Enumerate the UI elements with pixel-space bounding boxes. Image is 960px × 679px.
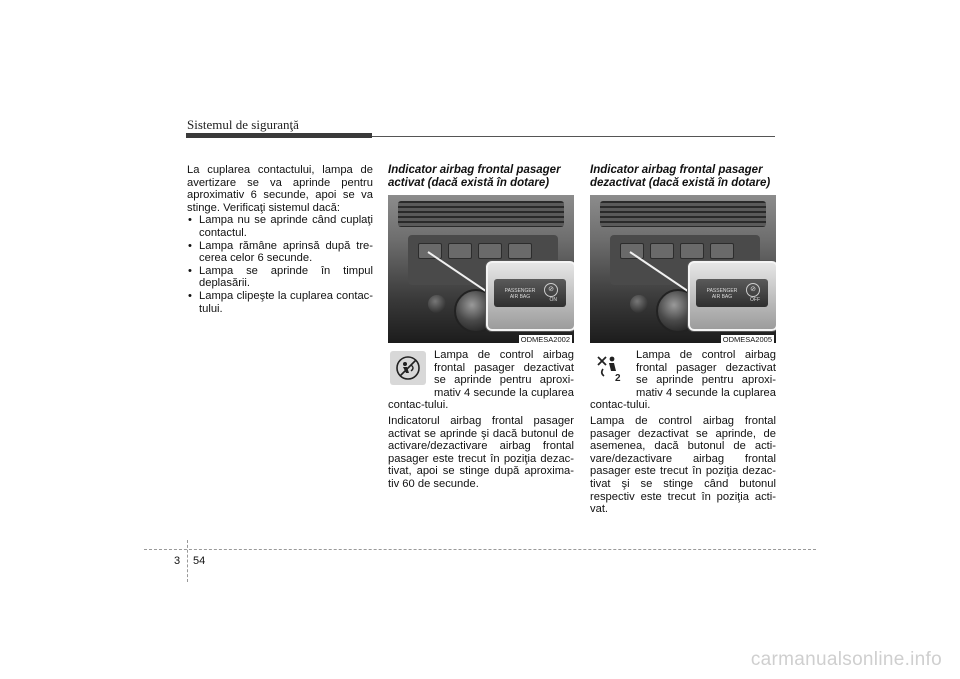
indicator-callout bbox=[486, 261, 574, 331]
footer-rule bbox=[144, 549, 816, 550]
passenger-airbag-indicator: PASSENGER AIR BAG ⊘ OFF bbox=[696, 279, 768, 307]
dashboard-photo bbox=[590, 195, 776, 343]
column-warning-checks bbox=[187, 164, 373, 315]
indicator-description: Lampa de control airbag frontal pasager dezactivat se aprinde, de asemenea, dacă butonul de acti-vare/dezactivare airbag frontal pasager este trecut în poziţia dezac-tivat şi se stinge când butonul respectiv este trecut în poziţia acti-vat. bbox=[590, 414, 776, 516]
photo-code: ODMESA2002 bbox=[520, 335, 570, 344]
section-heading: Indicator airbag frontal pasager activat (dacă există în dotare) bbox=[388, 164, 561, 189]
dashboard-photo bbox=[388, 195, 574, 343]
check-list-item: • Lampa se aprinde în timpul deplasării. bbox=[187, 265, 373, 290]
check-list-item: • Lampa rămâne aprinsă după tre-cerea celor 6 secunde. bbox=[187, 240, 373, 265]
lamp-description: Lampa de control airbag frontal pasager dezactivat se aprinde pentru aproxi-mativ 4 secunde la cuplarea contac-tului. bbox=[388, 349, 574, 412]
check-list-item: • Lampa nu se aprinde când cuplaţi contactul. bbox=[187, 214, 373, 239]
photo-code: ODMESA2005 bbox=[722, 335, 772, 344]
footer-divider bbox=[187, 540, 188, 582]
section-title: Sistemul de siguranţă bbox=[187, 117, 299, 132]
intro-paragraph: La cuplarea contactului, lampa de avertizare se va aprinde pentru aproximativ 6 secunde, apoi se va stinge. Verificaţi sistemul dacă: bbox=[187, 164, 373, 214]
page-number: 54 bbox=[193, 555, 206, 567]
header-rule-thick bbox=[186, 133, 372, 138]
check-list-item: • Lampa clipeşte la cuplarea contac-tului. bbox=[187, 290, 373, 315]
section-heading: Indicator airbag frontal pasager dezactivat (dacă există în dotare) bbox=[590, 164, 771, 189]
chapter-number: 3 bbox=[174, 555, 181, 567]
site-watermark: carmanualsonline.info bbox=[750, 649, 942, 670]
indicator-description: Indicatorul airbag frontal pasager activat se aprinde şi dacă butonul de activare/dezactivare airbag frontal pasager este trecut în poziţia dezac-tivat, apoi se stinge după aproxima-tiv 60 de secunde. bbox=[388, 414, 574, 490]
passenger-airbag-on-icon: ⊘ bbox=[544, 283, 558, 297]
airbag-off-lamp-icon bbox=[592, 351, 628, 385]
indicator-callout bbox=[688, 261, 776, 331]
passenger-airbag-indicator: PASSENGER AIR BAG ⊘ ON bbox=[494, 279, 566, 307]
air-vent bbox=[398, 201, 564, 227]
air-vent bbox=[600, 201, 766, 227]
column-airbag-off-indicator bbox=[590, 164, 776, 516]
airbag-off-lamp-icon bbox=[390, 351, 426, 385]
svg-text:2: 2 bbox=[615, 373, 621, 382]
passenger-airbag-off-icon: ⊘ bbox=[746, 283, 760, 297]
lamp-description: Lampa de control airbag frontal pasager dezactivat se aprinde pentru aproxi-mativ 4 secunde la cuplarea contac-tului. bbox=[590, 349, 776, 412]
column-airbag-on-indicator bbox=[388, 164, 574, 491]
header-rule-thin bbox=[372, 136, 775, 137]
check-list bbox=[187, 214, 373, 315]
